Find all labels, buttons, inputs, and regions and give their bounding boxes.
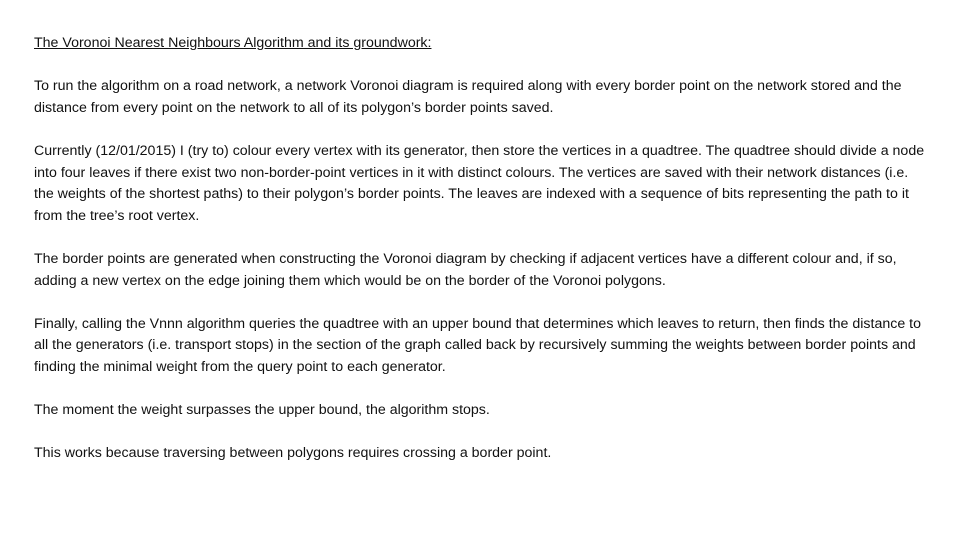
paragraph-border-points: The border points are generated when constructing the Voronoi diagram by checking if adjacent vertices have a different colour and, if so, adding a new vertex on the edge joining them which would be on the border of the Voronoi polygons. — [34, 250, 897, 289]
paragraph-quadtree: Currently (12/01/2015) I (try to) colour every vertex with its generator, then store the vertices in a quadtree. The quadtree should divide a node into four leaves if there exist two non-border-point vertices in it with distinct colours. The vertices are saved with their network distances (i.e. the weights of the shortest paths) to their polygon’s border points. The leaves are indexed with a sequence of bits representing the path to it from the tree’s root vertex. — [34, 142, 925, 224]
paragraph-stop-condition: The moment the weight surpasses the upper bound, the algorithm stops. — [34, 402, 490, 419]
slide-title: The Voronoi Nearest Neighbours Algorithm and its groundwork: — [34, 35, 432, 51]
paragraph-network-voronoi: To run the algorithm on a road network, a network Voronoi diagram is required along with every border point on the network stored and the distance from every point on the network to all of its polygon’s border points saved. — [34, 78, 902, 116]
paragraph-vnnn-query: Finally, calling the Vnnn algorithm queries the quadtree with an upper bound that determines which leaves to return, then finds the distance to all the generators (i.e. transport stops) in the section of the graph called back by recursively summing the weights between border points and finding the minimal weight from the query point to each generator. — [34, 315, 921, 375]
slide-content — [34, 33, 926, 486]
paragraph-why-it-works: This works because traversing between polygons requires crossing a border point. — [34, 445, 552, 462]
